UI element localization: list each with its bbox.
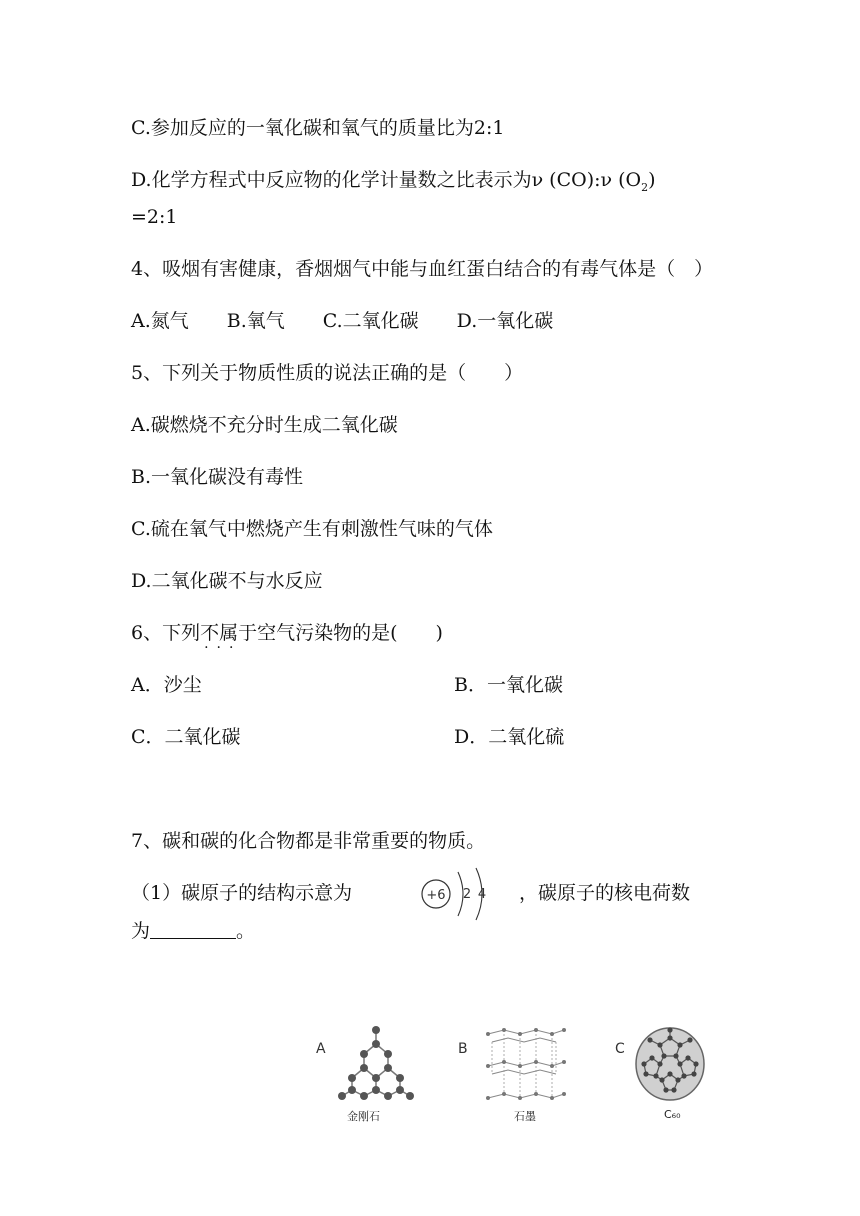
- q3-option-d-ratio: =2:1: [131, 206, 178, 228]
- q6-emphasis: 不属于 ···: [200, 622, 257, 644]
- c60-structure-image: [632, 1024, 708, 1104]
- q5-option-a: A.碳燃烧不充分时生成二氧化碳: [131, 414, 398, 436]
- q3-option-d-text: D.化学方程式中反应物的化学计量数之比表示为ν (CO):ν (O: [131, 169, 642, 191]
- q6-prefix: 6、下列: [131, 622, 201, 644]
- q3-option-c: C.参加反应的一氧化碳和氧气的质量比为2:1: [131, 117, 505, 139]
- figure-b-caption: 石墨: [514, 1110, 536, 1123]
- answer-blank[interactable]: [150, 920, 236, 939]
- question-6: [131, 621, 443, 645]
- q3-option-d: [131, 168, 656, 200]
- question-5: 5、下列关于物质性质的说法正确的是（ ）: [131, 362, 524, 384]
- carbon-atom-structure-diagram: [416, 866, 496, 922]
- figure-b-letter: B: [458, 1041, 468, 1057]
- q5-option-c: C.硫在氧气中燃烧产生有刺激性气味的气体: [131, 518, 493, 540]
- q7-part-1-text: （1）碳原子的结构示意为: [131, 882, 353, 904]
- q7-part-1-period: 。: [236, 920, 256, 942]
- q5-option-b: B.一氧化碳没有毒性: [131, 466, 304, 488]
- q7-part-1: [131, 881, 352, 905]
- nucleus-charge: +6: [426, 888, 446, 903]
- q6-option-d: D．二氧化硫: [454, 726, 565, 748]
- figure-c-letter: C: [615, 1041, 625, 1057]
- diamond-structure-image: [336, 1024, 416, 1106]
- q6-option-c: C．二氧化碳: [131, 726, 241, 748]
- figure-a-letter: A: [316, 1041, 326, 1057]
- q6-option-a: A．沙尘: [131, 674, 202, 696]
- q5-option-d: D.二氧化碳不与水反应: [131, 570, 323, 592]
- q7-part-1-answer-line: [131, 919, 255, 943]
- shell-1-electrons: 2: [462, 887, 472, 902]
- shell-2-electrons: 4: [477, 887, 487, 902]
- q6-suffix: 空气污染物的是( ): [257, 622, 443, 644]
- question-4-options: A.氮气 B.氧气 C.二氧化碳 D.一氧化碳: [131, 310, 554, 332]
- q7-part-1-wei: 为: [131, 920, 151, 942]
- figure-a-caption: 金刚石: [347, 1110, 380, 1123]
- figure-c-caption: C₆₀: [664, 1108, 681, 1121]
- q7-part-1-continued: ，碳原子的核电荷数: [519, 882, 691, 904]
- graphite-structure-image: [484, 1026, 568, 1106]
- q3-option-d-close: ): [648, 169, 656, 191]
- q6-option-b: B．一氧化碳: [454, 674, 563, 696]
- subscript-2: 2: [641, 180, 649, 194]
- question-7: 7、碳和碳的化合物都是非常重要的物质。: [131, 830, 486, 852]
- question-4: 4、吸烟有害健康，香烟烟气中能与血红蛋白结合的有毒气体是（ ）: [131, 258, 714, 280]
